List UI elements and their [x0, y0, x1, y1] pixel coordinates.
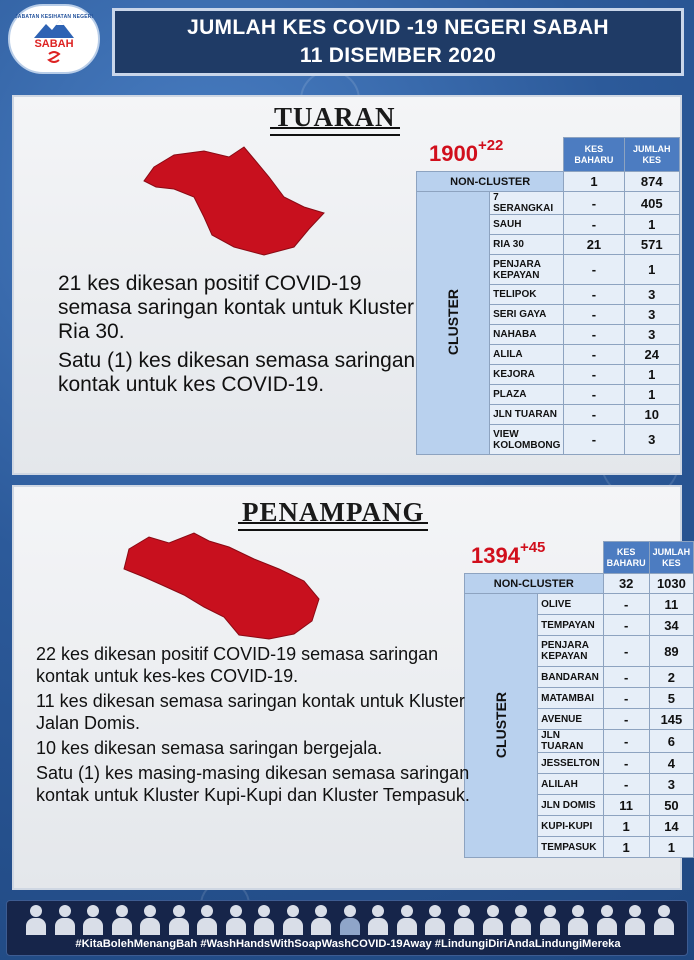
cluster-total: 24: [624, 345, 679, 365]
cluster-name: SERI GAYA: [490, 305, 564, 325]
frontliner-figure-icon: [482, 905, 504, 935]
cluster-total: 14: [649, 816, 694, 837]
cluster-total: 50: [649, 795, 694, 816]
frontliner-figure-icon: [196, 905, 218, 935]
cluster-new: -: [564, 385, 624, 405]
cluster-total: 10: [624, 405, 679, 425]
frontliner-figure-icon: [624, 905, 646, 935]
frontliner-figure-icon: [424, 905, 446, 935]
logo-name: SABAH: [34, 38, 74, 50]
cluster-total: 2: [649, 667, 694, 688]
cluster-total: 89: [649, 636, 694, 667]
description-paragraph: 10 kes dikesan semasa saringan bergejala.: [36, 738, 383, 758]
non-cluster-label: NON-CLUSTER: [465, 574, 604, 594]
cluster-name: KUPI-KUPI: [538, 816, 604, 837]
cluster-total: 145: [649, 709, 694, 730]
cluster-total: 1: [624, 385, 679, 405]
cluster-name: 7 SERANGKAI: [490, 192, 564, 215]
cluster-name: VIEW KOLOMBONG: [490, 425, 564, 455]
cluster-total: 3: [649, 774, 694, 795]
penampang-map-icon: [114, 529, 329, 644]
frontliner-figure-icon: [596, 905, 618, 935]
frontliner-figure-icon: [310, 905, 332, 935]
cluster-total: 34: [649, 615, 694, 636]
table-row: [417, 172, 680, 192]
district-title: TUARAN: [274, 102, 396, 132]
cluster-total: 571: [624, 235, 679, 255]
cluster-new: -: [564, 365, 624, 385]
hashtags: #KitaBolehMenangBah #WashHandsWithSoapWashCOVID-19Away #LindungiDiriAndaLindungiMereka: [75, 938, 621, 950]
description-paragraph: 21 kes dikesan positif COVID-19 semasa saringan kontak untuk Kluster Ria 30.: [58, 272, 415, 343]
cluster-total: 1: [624, 215, 679, 235]
cluster-new: -: [603, 667, 649, 688]
cluster-name: ALILA: [490, 345, 564, 365]
district-total: $1394^{+45}$: [471, 539, 546, 568]
cluster-name: NAHABA: [490, 325, 564, 345]
non-cluster-total: 1030: [649, 574, 694, 594]
frontliner-figure-icon: [653, 905, 675, 935]
cluster-name: PENJARA KEPAYAN: [490, 255, 564, 285]
cluster-total: 6: [649, 730, 694, 753]
frontliner-figure-icon: [25, 905, 47, 935]
district-title: PENAMPANG: [242, 497, 425, 527]
cluster-name: JLN TUARAN: [490, 405, 564, 425]
frontliner-figure-icon: [396, 905, 418, 935]
cluster-total: 3: [624, 425, 679, 455]
cluster-label: CLUSTER: [465, 594, 538, 858]
cluster-name: AVENUE: [538, 709, 604, 730]
cluster-total: 3: [624, 285, 679, 305]
frontliner-figure-icon: [567, 905, 589, 935]
cluster-new: -: [564, 215, 624, 235]
page-title: JUMLAH KES COVID -19 NEGERI SABAH: [187, 16, 609, 39]
frontliner-figure-icon: [453, 905, 475, 935]
cluster-label: CLUSTER: [417, 192, 490, 455]
cluster-total: 3: [624, 305, 679, 325]
non-cluster-total: 874: [624, 172, 679, 192]
table-row: [465, 594, 694, 615]
cluster-new: -: [603, 709, 649, 730]
cluster-new: 21: [564, 235, 624, 255]
description-paragraph: 22 kes dikesan positif COVID-19 semasa saringan kontak untuk kes-kes COVID-19.: [36, 644, 439, 686]
cluster-new: -: [564, 425, 624, 455]
frontliner-figure-icon: [168, 905, 190, 935]
cluster-new: -: [564, 192, 624, 215]
logo: [8, 4, 100, 74]
district-description: [58, 272, 418, 402]
cluster-total: 11: [649, 594, 694, 615]
frontliner-figure-icon: [225, 905, 247, 935]
cluster-new: 11: [603, 795, 649, 816]
cluster-total: 1: [624, 365, 679, 385]
report-date: 11 DISEMBER 2020: [299, 44, 497, 67]
frontliner-figure-icon: [82, 905, 104, 935]
col-header-new: KES BAHARU: [564, 138, 624, 172]
cluster-new: -: [603, 615, 649, 636]
penampang-case-table: [464, 541, 694, 858]
frontliner-figure-icon: [510, 905, 532, 935]
cluster-new: -: [603, 636, 649, 667]
description-paragraph: Satu (1) kes masing-masing dikesan semasa saringan kontak untuk Kluster Kupi-Kupi dan Kluster Tempasuk.: [36, 763, 470, 805]
frontliner-figure-icon: [539, 905, 561, 935]
cluster-name: JESSELTON: [538, 753, 604, 774]
cluster-name: KEJORA: [490, 365, 564, 385]
cluster-new: -: [564, 255, 624, 285]
swirl-icon: [47, 50, 61, 64]
cluster-name: MATAMBAI: [538, 688, 604, 709]
header-banner: [112, 8, 684, 76]
cluster-new: -: [564, 325, 624, 345]
tuaran-panel: [12, 95, 682, 475]
cluster-name: TEMPAYAN: [538, 615, 604, 636]
cluster-name: BANDARAN: [538, 667, 604, 688]
col-header-total: JUMLAH KES: [624, 138, 679, 172]
cluster-total: 5: [649, 688, 694, 709]
cluster-new: 1: [603, 837, 649, 858]
frontliner-figure-icon: [139, 905, 161, 935]
cluster-total: 3: [624, 325, 679, 345]
tuaran-map-icon: [134, 137, 334, 257]
footer-banner: [6, 900, 688, 956]
cluster-total: 1: [649, 837, 694, 858]
district-description: [36, 643, 476, 809]
description-paragraph: Satu (1) kes dikesan semasa saringan kontak untuk kes COVID-19.: [58, 349, 416, 396]
cluster-new: 1: [603, 816, 649, 837]
cluster-new: -: [603, 688, 649, 709]
non-cluster-label: NON-CLUSTER: [417, 172, 564, 192]
cluster-name: JLN TUARAN: [538, 730, 604, 753]
cluster-name: OLIVE: [538, 594, 604, 615]
mountain-logo-icon: [34, 20, 74, 38]
col-header-total: JUMLAH KES: [649, 542, 694, 574]
cluster-new: -: [564, 305, 624, 325]
frontliner-figure-icon: [111, 905, 133, 935]
frontliner-figure-icon: [282, 905, 304, 935]
penampang-panel: [12, 485, 691, 890]
frontliner-figure-icon: [54, 905, 76, 935]
frontliner-figure-icon: [367, 905, 389, 935]
non-cluster-new: 32: [603, 574, 649, 594]
non-cluster-new: 1: [564, 172, 624, 192]
cluster-total: 1: [624, 255, 679, 285]
district-total: $1900^{+22}$: [429, 137, 504, 166]
frontliner-figures: [25, 905, 675, 935]
cluster-name: TELIPOK: [490, 285, 564, 305]
cluster-name: PENJARA KEPAYAN: [538, 636, 604, 667]
table-row: [417, 192, 680, 215]
cluster-new: -: [564, 285, 624, 305]
description-paragraph: 11 kes dikesan semasa saringan kontak untuk Kluster Jalan Domis.: [36, 691, 465, 733]
cluster-new: -: [564, 405, 624, 425]
cluster-total: 4: [649, 753, 694, 774]
frontliner-figure-icon: [253, 905, 275, 935]
cluster-total: 405: [624, 192, 679, 215]
frontliner-figure-icon: [339, 905, 361, 935]
cluster-name: JLN DOMIS: [538, 795, 604, 816]
cluster-new: -: [603, 730, 649, 753]
cluster-new: -: [564, 345, 624, 365]
col-header-new: KES BAHARU: [603, 542, 649, 574]
tuaran-case-table: [416, 137, 680, 455]
cluster-name: RIA 30: [490, 235, 564, 255]
cluster-name: TEMPASUK: [538, 837, 604, 858]
cluster-name: PLAZA: [490, 385, 564, 405]
logo-top-text: JABATAN KESIHATAN NEGERI: [14, 14, 94, 20]
cluster-name: ALILAH: [538, 774, 604, 795]
cluster-name: SAUH: [490, 215, 564, 235]
table-row: [465, 574, 694, 594]
cluster-new: -: [603, 774, 649, 795]
cluster-new: -: [603, 594, 649, 615]
cluster-new: -: [603, 753, 649, 774]
